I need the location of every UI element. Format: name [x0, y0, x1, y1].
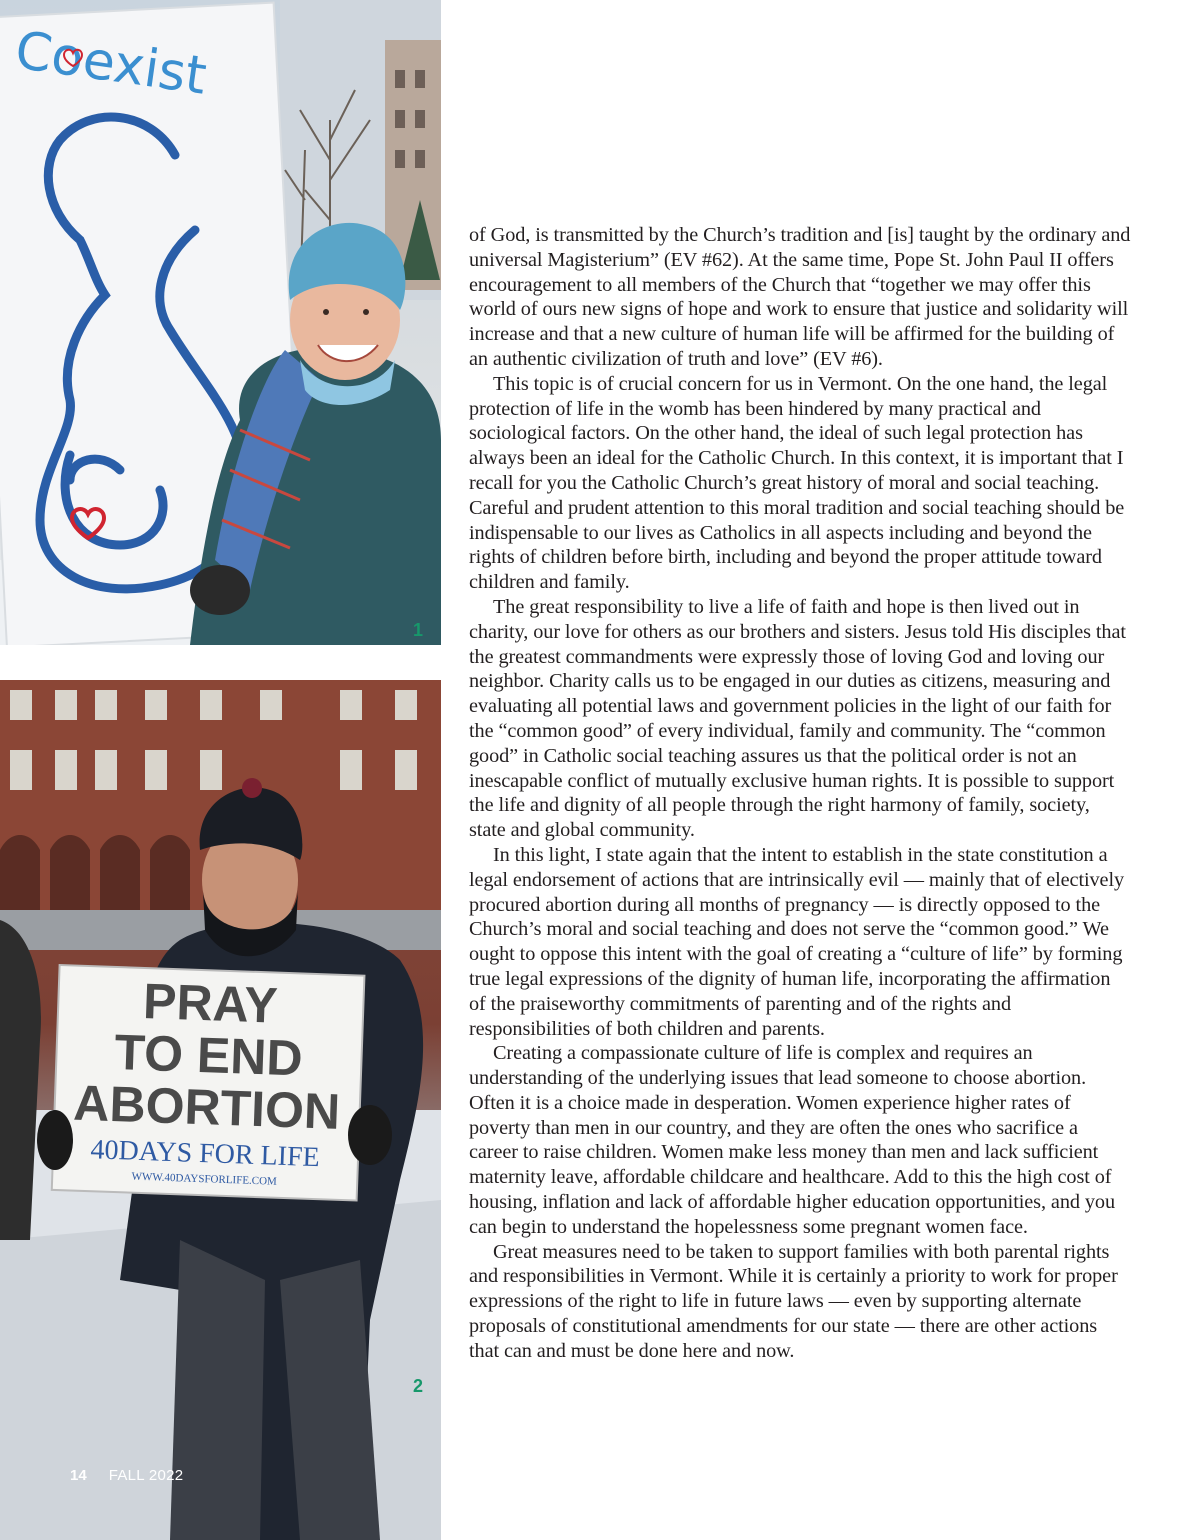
article-paragraph: This topic is of crucial concern for us in Vermont. On the one hand, the legal protection of life in the womb has been hindered by many practical and sociological factors. On the other hand, the ideal of such legal protection has always been an ideal for the Catholic Church. In this context, it is important that I recall for you the Catholic Church’s great history of moral and social teaching. Careful and prudent attention to this moral tradition and social teaching should be indispensable to our lives as Catholics in all aspects including and beyond the rights of children before birth, including and beyond the proper attitude toward children and family. — [469, 372, 1125, 594]
photo-pray-to-end-abortion-sign — [0, 680, 441, 1540]
sign-line-2: TO END — [113, 1024, 304, 1087]
article-paragraph: In this light, I state again that the intent to establish in the state constitution a legal endorsement of actions that are intrinsically evil — mainly that of electively procured abortion during all months of pregnancy — is directly opposed to the Church’s moral and social teaching and does not serve the “common good.” We ought to oppose this intent with the goal of creating a “culture of life” by forming true legal expressions of the dignity of human life, incorporating the affirmation of the praiseworthy commitments of parenting and of the rights and responsibilities of both children and parents. — [469, 843, 1125, 1040]
sign-url-text: WWW.40DAYSFORLIFE.COM — [131, 1170, 278, 1188]
photo-1-number: 1 — [413, 620, 424, 640]
photo-1-illustration — [0, 0, 441, 645]
page-number: 14 — [70, 1467, 87, 1484]
article-paragraph: Great measures need to be taken to support families with both parental rights and responsibilities in Vermont. While it is certainly a priority to work for proper expressions of the right to life in future laws — even by supporting alternate proposals of constitutional amendments for our state — there are other actions that can and must be done here and now. — [469, 1240, 1118, 1362]
sign-coexist-text: Coexist — [11, 20, 210, 107]
page-footer — [70, 1467, 183, 1484]
article-paragraph: Creating a compassionate culture of life is complex and requires an understanding of the underlying issues that lead someone to choose abortion. Often it is a choice made in desperation. Women experience higher rates of poverty than men in our country, and they are often the ones who sacrifice a career to raise children. Women make less money than men and lack sufficient maternity leave, affordable childcare and healthcare. Add to this the high cost of housing, inflation and lack of affordable higher education opportunities, and you can begin to understand the hopelessness some pregnant women face. — [469, 1042, 1115, 1238]
sign-logo-text: 40DAYS FOR LIFE — [90, 1134, 321, 1174]
photo-2-illustration — [0, 680, 441, 1540]
article-paragraph: of God, is transmitted by the Church’s tradition and [is] taught by the ordinary and universal Magisterium” (EV #62). At the same time, Pope St. John Paul II offers encouragement to all members of the Church that “together we may offer this world of ours new signs of hope and work to ensure that justice and solidarity will increase and that a new culture of human life will be affirmed for the building of an authentic civilization of truth and love” (EV #6). — [469, 224, 1131, 370]
issue-label: FALL 2022 — [108, 1467, 184, 1484]
article-paragraph: The great responsibility to live a life of faith and hope is then lived out in charity, our love for others as our brothers and sisters. Jesus told His disciples that the greatest commandments were expressly those of loving God and loving our neighbor. Charity calls us to be engaged in our duties as citizens, measuring and evaluating all potential laws and government policies in the light of our faith for the “common good” of every individual, family and community. The “common good” in Catholic social teaching assures us that the political order is not an inescapable conflict of mutually exclusive human rights. It is possible to support the life and dignity of all people through the right harmony of family, society, state and global community. — [469, 595, 1126, 842]
sign-line-1: PRAY — [142, 972, 279, 1034]
sign-line-3: ABORTION — [72, 1074, 341, 1140]
photo-coexist-sign — [0, 0, 441, 645]
photo-2-number: 2 — [413, 1376, 424, 1396]
article-body — [469, 223, 1131, 1364]
